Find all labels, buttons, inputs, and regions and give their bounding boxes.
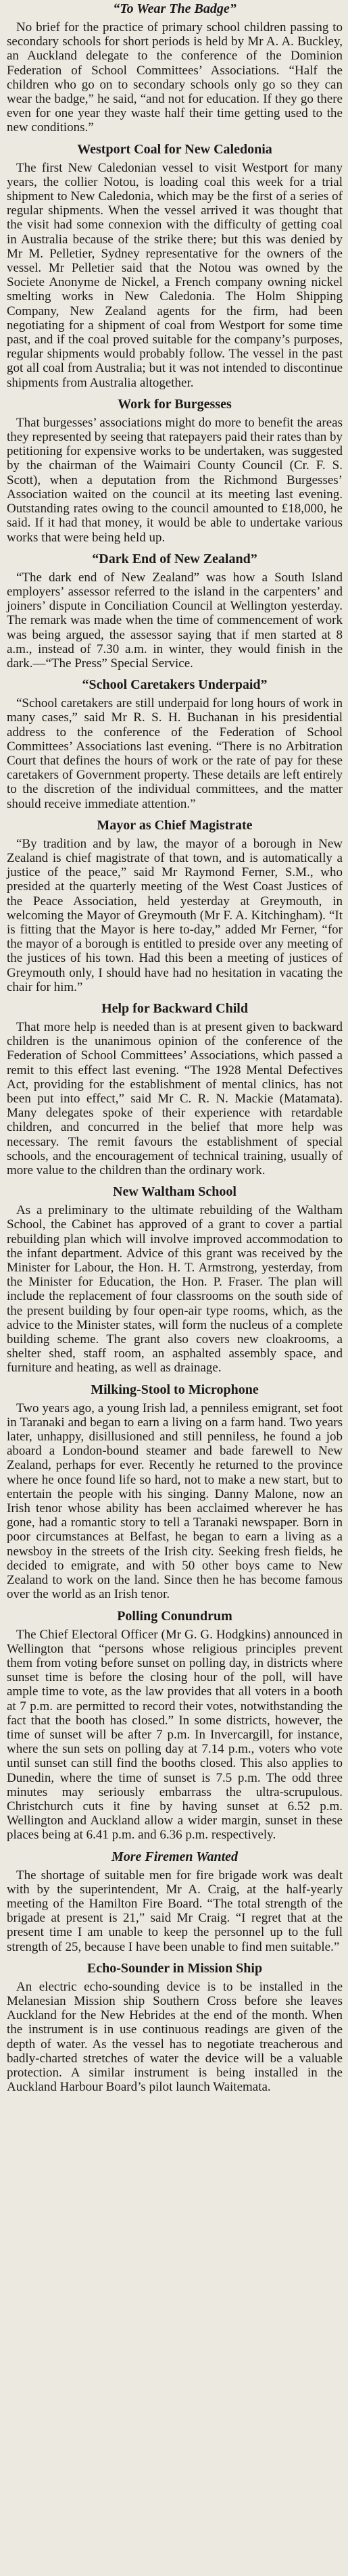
article-headline: Milking-Stool to Microphone [91,1382,259,1397]
article-paragraph: The Chief Electoral Officer (Mr G. G. Hodgkins) announced in Wellington that “persons whose religious principles prevent them from voting before sunset on polling day, in districts where sunset time is before the closing hour of the poll, will have ample time to vote, as the law provides that all voters in a booth at 7 p.m. are permitted to record their votes, notwithstanding the fact that the booth has closed.” In some districts, however, the time of sunset will be after 7 p.m. In Invercargill, for instance, where the sun sets on polling day at 7.14 p.m., voters who vote until sunset can still find the booths closed. This also applies to Dunedin, where the time of sunset is 7.5 p.m. The odd three minutes may seriously embarrass the ultra-scrupulous. Christchurch cuts it fine by having sunset at 6.52 p.m. Wellington and Auckland allow a wider margin, sunset in these places being at 6.41 p.m. and 6.36 p.m. respectively. [7,1627,343,1843]
article [7,817,343,994]
article-paragraph: No brief for the practice of primary school children passing to secondary schools for short periods is held by Mr A. A. Buckley, an Auckland delegate to the conference of the Dominion Federation of School Committees’ Associations. “Half the children who go on to secondary schools only go so they can wear the badge,” he said, “and not for education. If they go there even for one year they waste half their time getting used to the new conditions.” [7,20,343,135]
article-paragraph: That burgesses’ associations might do more to benefit the areas they represented by seeing that ratepayers paid their rates than by petitioning for expensive works to be undertaken, was suggested by the chairman of the Waimairi County Council (Cr. F. S. Scott), when a deputation from the Richmond Burgesses’ Association waited on the council at its meeting last evening. Outstanding rates owing to the council amounted to £18,000, he said. If it had that money, it would be able to undertake various works that were being held up. [7,415,343,545]
article-paragraph: The shortage of suitable men for fire brigade work was dealt with by the superintendent, Mr A. Craig, at the half-yearly meeting of the Hamilton Fire Board. “The total strength of the brigade at present is 21,” said Mr Craig. “I regret that at the present time I am unable to keep the personnel up to the full strength of 25, because I have been unable to find men suitable.” [7,1868,343,1954]
article [7,1960,343,2095]
article-headline: Work for Burgesses [118,396,232,412]
article [7,1183,343,1375]
article [7,550,343,671]
article [7,1381,343,1602]
article [7,1000,343,1177]
article-headline: “Dark End of New Zealand” [92,551,257,566]
article-headline: Polling Conundrum [117,1608,232,1624]
article [7,395,343,545]
article-paragraph: “School caretakers are still underpaid for long hours of work in many cases,” said Mr R. S. H. Buchanan in his presidential address to the conference of the Federation of School Committees’ Associations last evening. “There is no Arbitration Court that defines the hours of work or the rate of pay for these caretakers of Government property. These details are left entirely to the discretion of the individual committees, and the matter should receive immediate attention.” [7,696,343,811]
article-paragraph: As a preliminary to the ultimate rebuilding of the Waltham School, the Cabinet has approved of a grant to cover a partial rebuilding plan which will involve improved accommodation to the infant department. Advice of this grant was received by the Minister for Labour, the Hon. H. T. Armstrong, yesterday, from the Minister for Education, the Hon. P. Fraser. The plan will include the replacement of four classrooms on the south side of the present building by four open-air type rooms, which, as the advice to the Minister states, will form the nucleus of a complete building scheme. The grant also covers new cloakrooms, a shelter shed, staff room, an asphalted assembly space, and furniture and heating, as well as drainage. [7,1203,343,1376]
article-headline: Help for Backward Child [101,1000,248,1016]
article-headline: Mayor as Chief Magistrate [97,817,253,833]
article [7,0,343,135]
article-headline: “School Caretakers Underpaid” [82,677,268,693]
article [7,1848,343,1954]
article-paragraph: The first New Caledonian vessel to visit Westport for many years, the collier Notou, is loading coal this week for a trial shipment to New Caledonia, which may be the first of a series of regular shipments. When the vessel arrived it was thought that the visit had some connexion with the difficulty of getting coal in Australia because of the strike there; but this was denied by Mr M. Pelletier, Sydney representative for the owners of the vessel. Mr Pelletier said that the Notou was owned by the Societe Anonyme de Nickel, a French company owning nickel smelting works in New Caledonia. The Holm Shipping Company, New Zealand agents for the firm, had been negotiating for a shipment of coal from Westport for some time past, and if the coal proved suitable for the company’s purposes, regular shipments would probably follow. The vessel in the past got all coal from Australia; but it was not intended to discontinue shipments from Australia altogether. [7,160,343,390]
article-headline: “To Wear The Badge” [113,1,237,16]
article-headline: More Firemen Wanted [111,1849,239,1864]
article-paragraph: Two years ago, a young Irish lad, a penniless emigrant, set foot in Taranaki and began to earn a living on a farm hand. Two years later, unhappy, disillusioned and still penniless, he found a job aboard a London-bound steamer and bade farewell to New Zealand, perhaps for ever. Recently he returned to the province where he once found life so hard, not to make a new start, but to entertain the people with his singing. Danny Malone, now an Irish tenor whose ability has been acclaimed wherever he has gone, had a romantic story to tell a Taranaki newspaper. Born in poor circumstances at Belfast, he began to earn a living as a newsboy in the streets of the Irish city. Seeking fresh fields, he decided to emigrate, and with 50 other boys came to New Zealand to work on the land. Since then he has become famous over the world as an Irish tenor. [7,1401,343,1602]
article-headline: Echo-Sounder in Mission Ship [86,1960,263,1976]
article-paragraph: That more help is needed than is at present given to backward children is the unanimous opinion of the conference of the Federation of School Committees’ Associations, which passed a remit to this effect last evening. “The 1928 Mental Defectives Act, providing for the establishment of mental clinics, has not been put into effect,” said Mr C. R. N. Mackie (Matamata). Many delegates spoke of their experience with retardable children, and concurred in the belief that more help was necessary. The remit favours the establishment of special schools, and the encouragement of technical training, usually of more value to the children than the ordinary work. [7,1019,343,1178]
article [7,676,343,811]
article-headline: Westport Coal for New Caledonia [77,141,272,157]
article-paragraph: “The dark end of New Zealand” was how a South Island employers’ assessor referred to the island in the carpenters’ and joiners’ dispute in Conciliation Council at Wellington yesterday. The remark was made when the time of commencement of work was being argued, the assessor saying that if men started at 8 a.m., instead of 7.30 a.m. in winter, they would finish in the dark.—“The Press” Special Service. [7,570,343,671]
article [7,141,343,390]
article [7,1607,343,1843]
article-paragraph: An electric echo-sounding device is to be installed in the Melanesian Mission ship Southern Cross before she leaves Auckland for the New Hebrides at the end of the month. When the instrument is in use continuous readings are given of the depth of water. As the vessel has to negotiate treacherous and badly-charted stretches of water the device will be a valuable protection. A similar instrument is being installed in the Auckland Harbour Board’s pilot launch Waitemata. [7,1979,343,2095]
article-headline: New Waltham School [113,1184,237,1200]
article-paragraph: “By tradition and by law, the mayor of a borough in New Zealand is chief magistrate of that town, and is automatically a justice of the peace,” said Mr Raymond Ferner, S.M., who presided at the quarterly meeting of the West Coast Justices of the Peace Association, held yesterday at Greymouth, in welcoming the Mayor of Greymouth (Mr F. A. Kitchingham). “It is fitting that the Mayor is here to-day,” added Mr Ferner, “for the mayor of a borough is entitled to preside over any meeting of the justices of his town. Had this been a meeting of justices of Greymouth only, I should have had no hesitation in vacating the chair for him.” [7,836,343,994]
